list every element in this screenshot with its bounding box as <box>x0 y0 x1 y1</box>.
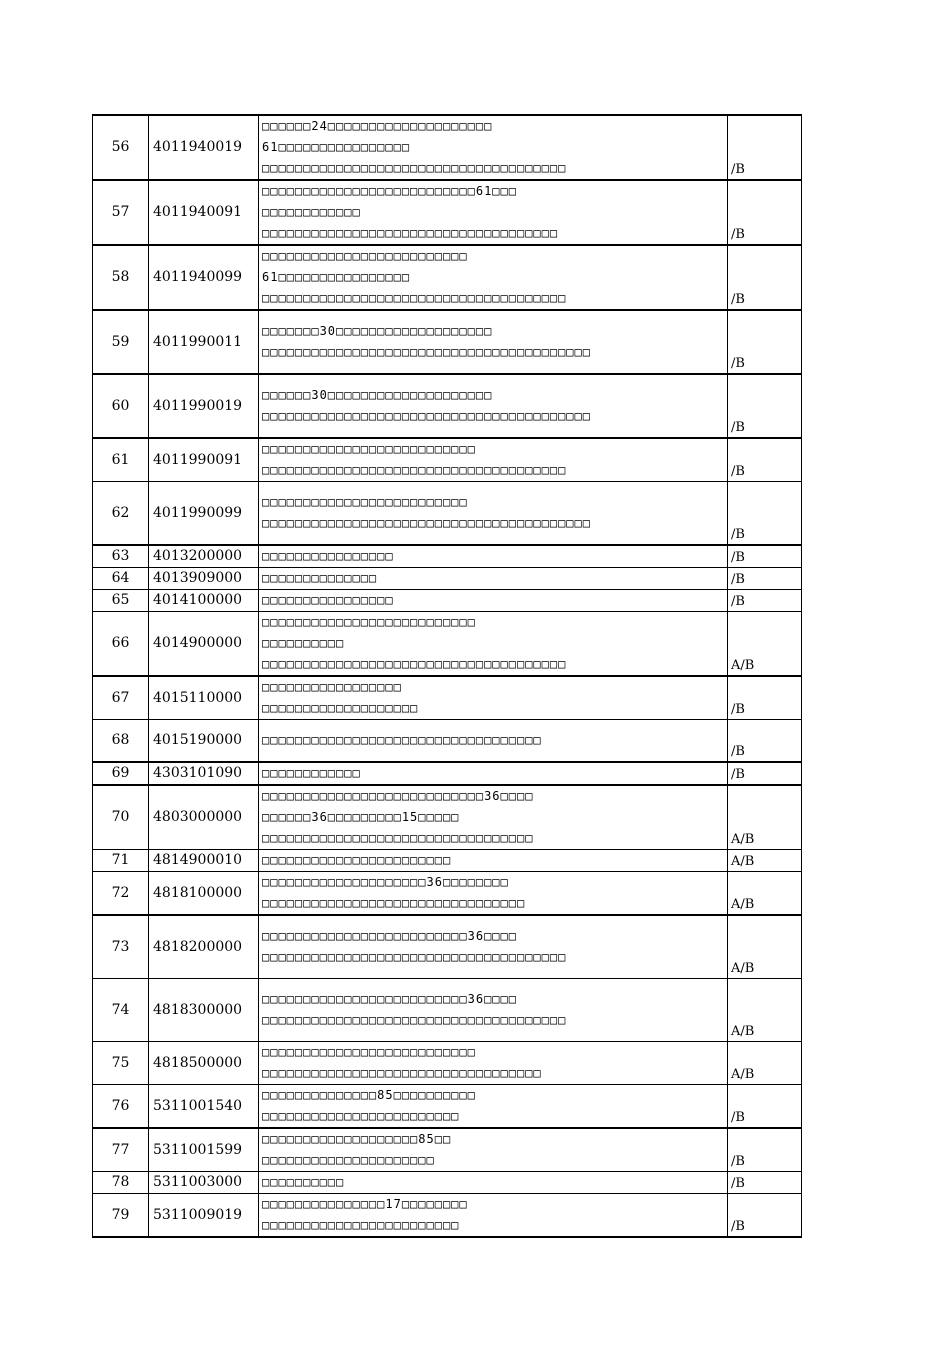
category: A/B <box>728 612 802 677</box>
hs-code-table <box>92 114 802 1238</box>
hs-code: 4818100000 <box>149 872 259 916</box>
description <box>259 850 728 872</box>
row-number: 67 <box>93 676 149 720</box>
description-line: □□□□□□□□□□□□□□□□□□□□□□□□□36□□□□ <box>262 992 517 1006</box>
description <box>259 612 728 677</box>
category: /B <box>728 374 802 438</box>
description-line: □□□□□□24□□□□□□□□□□□□□□□□□□□□ <box>262 119 493 133</box>
hs-code: 4011940019 <box>149 115 259 180</box>
table-row <box>93 545 802 568</box>
table-body <box>93 115 802 1237</box>
row-number: 77 <box>93 1128 149 1172</box>
row-number: 65 <box>93 590 149 612</box>
hs-code: 5311001599 <box>149 1128 259 1172</box>
category: /B <box>728 180 802 245</box>
description-line: □□□□□□□□□□□□□□□□□□□□□□□□ <box>262 1218 460 1232</box>
description-line: □□□□□□□□□□□□□□□□□□□□36□□□□□□□□ <box>262 875 509 889</box>
description-line: □□□□□□36□□□□□□□□□15□□□□□ <box>262 810 460 824</box>
description-line: □□□□□□□□□□□□□□□□□□□□□□□□□□□□□□□□□□ <box>262 1066 542 1080</box>
hs-code: 4014900000 <box>149 612 259 677</box>
table-row <box>93 1172 802 1194</box>
category: /B <box>728 1085 802 1129</box>
description-line: □□□□□□□□□□□□□□□□□□□□□□□□□□□□□□□□□□□□□ <box>262 950 567 964</box>
category: /B <box>728 310 802 374</box>
table-row <box>93 612 802 677</box>
table-row <box>93 762 802 785</box>
row-number: 60 <box>93 374 149 438</box>
description-line: □□□□□□□□□□□□□□□□□□□□□□□□□ <box>262 249 468 263</box>
category: /B <box>728 676 802 720</box>
category: /B <box>728 1128 802 1172</box>
description-line: □□□□□□□□□□□□□□□□□□□□□□□□□□□□□□□□□□□□□ <box>262 657 567 671</box>
row-number: 70 <box>93 785 149 850</box>
description-line: □□□□□□□□□□□□□□□□□□□□□□□□□□□□□□□□□□□□□□□□ <box>262 409 591 423</box>
description <box>259 1128 728 1172</box>
description <box>259 438 728 482</box>
description-line: □□□□□□□□□□□□□□□□□□□□□□□□□□□□□□□□ <box>262 896 526 910</box>
description-line: □□□□□□□□□□□□ <box>262 766 361 780</box>
row-number: 74 <box>93 979 149 1042</box>
description <box>259 872 728 916</box>
description <box>259 720 728 763</box>
category: /B <box>728 762 802 785</box>
description <box>259 979 728 1042</box>
description-line: □□□□□□□□□□□□□□□□□□□□□□□□□□□□□□□□□□□□□□□□ <box>262 516 591 530</box>
table-row <box>93 676 802 720</box>
row-number: 75 <box>93 1042 149 1085</box>
row-number: 79 <box>93 1194 149 1238</box>
category: A/B <box>728 915 802 979</box>
description-line: □□□□□□□□□□□□□□□□□□□□□□□□□□□□□□□□□□□□□□□□ <box>262 345 591 359</box>
table-row <box>93 245 802 310</box>
description-line: □□□□□□□□□□□□□□ <box>262 571 378 585</box>
table-row <box>93 482 802 546</box>
category: /B <box>728 438 802 482</box>
description-line: □□□□□□□□□□□□□□□□□□□□□□□□□□□□□□□□□□□□□ <box>262 463 567 477</box>
description-line: □□□□□□□□□□□□□□□□□□□□□□□□□□ <box>262 442 476 456</box>
description-line: 61□□□□□□□□□□□□□□□□ <box>262 140 411 154</box>
row-number: 68 <box>93 720 149 763</box>
hs-code: 5311003000 <box>149 1172 259 1194</box>
table-row <box>93 438 802 482</box>
category: A/B <box>728 872 802 916</box>
description <box>259 590 728 612</box>
description <box>259 482 728 546</box>
category: A/B <box>728 1042 802 1085</box>
category: /B <box>728 1172 802 1194</box>
row-number: 66 <box>93 612 149 677</box>
description <box>259 785 728 850</box>
hs-code: 4011990099 <box>149 482 259 546</box>
description-line: □□□□□□□□□□□□□□□□□□□ <box>262 701 419 715</box>
table-row <box>93 590 802 612</box>
description-line: □□□□□□□□□□□□□□□□ <box>262 549 394 563</box>
table-row <box>93 568 802 590</box>
table-row <box>93 1085 802 1129</box>
description-line: □□□□□□□30□□□□□□□□□□□□□□□□□□□ <box>262 324 493 338</box>
hs-code: 5311001540 <box>149 1085 259 1129</box>
description <box>259 245 728 310</box>
description <box>259 1085 728 1129</box>
hs-code: 4814900010 <box>149 850 259 872</box>
hs-code: 4011990019 <box>149 374 259 438</box>
hs-code: 4303101090 <box>149 762 259 785</box>
description-line: □□□□□□□□□□□□□□□□□□□□□□□□□□□36□□□□ <box>262 789 534 803</box>
row-number: 73 <box>93 915 149 979</box>
hs-code: 5311009019 <box>149 1194 259 1238</box>
description-line: □□□□□□□□□□□□□□□□□□□□□□□□□□□□□□□□□ <box>262 831 534 845</box>
row-number: 64 <box>93 568 149 590</box>
description-line: □□□□□□□□□□□□□□□□□□□□□□□□□ <box>262 495 468 509</box>
description <box>259 676 728 720</box>
description-line: □□□□□□□□□□□□□□□□ <box>262 593 394 607</box>
table-row <box>93 115 802 180</box>
description-line: □□□□□□□□□□□□□□□□□ <box>262 680 402 694</box>
description-line: □□□□□□□□□□□□□□85□□□□□□□□□□ <box>262 1088 476 1102</box>
description-line: □□□□□□□□□□□□□□□□□□□□□□□□□□□□□□□□□□□□□ <box>262 291 567 305</box>
description <box>259 1172 728 1194</box>
description-line: □□□□□□□□□□□□□□□□□□□□□□□□□□□□□□□□□□□□□ <box>262 161 567 175</box>
description-line: □□□□□□□□□□□□□□□□□□□□□□□□□□□□□□□□□□ <box>262 733 542 747</box>
row-number: 69 <box>93 762 149 785</box>
table-row <box>93 1194 802 1238</box>
table-row <box>93 979 802 1042</box>
category: /B <box>728 568 802 590</box>
table-row <box>93 180 802 245</box>
description-line: □□□□□□□□□□□□□□□17□□□□□□□□ <box>262 1197 468 1211</box>
category: /B <box>728 245 802 310</box>
table-row <box>93 850 802 872</box>
description <box>259 374 728 438</box>
description-line: □□□□□□□□□□□□□□□□□□□□□□□□□□ <box>262 615 476 629</box>
description-line: □□□□□□□□□□□□□□□□□□□85□□ <box>262 1132 452 1146</box>
description-line: □□□□□□□□□□□□□□□□□□□□□□□□ <box>262 1109 460 1123</box>
description-line: □□□□□□30□□□□□□□□□□□□□□□□□□□□ <box>262 388 493 402</box>
description-line: 61□□□□□□□□□□□□□□□□ <box>262 270 411 284</box>
table-row <box>93 310 802 374</box>
row-number: 76 <box>93 1085 149 1129</box>
row-number: 61 <box>93 438 149 482</box>
row-number: 56 <box>93 115 149 180</box>
description-line: □□□□□□□□□□□□□□□□□□□□□□□□□36□□□□ <box>262 929 517 943</box>
table-row <box>93 915 802 979</box>
hs-code: 4015110000 <box>149 676 259 720</box>
description-line: □□□□□□□□□□ <box>262 1175 345 1189</box>
hs-code: 4013200000 <box>149 545 259 568</box>
row-number: 78 <box>93 1172 149 1194</box>
hs-code: 4011940091 <box>149 180 259 245</box>
category: A/B <box>728 979 802 1042</box>
category: /B <box>728 545 802 568</box>
table-row <box>93 872 802 916</box>
hs-code: 4818500000 <box>149 1042 259 1085</box>
hs-code: 4818200000 <box>149 915 259 979</box>
hs-code: 4014100000 <box>149 590 259 612</box>
category: /B <box>728 1194 802 1238</box>
description-line: □□□□□□□□□□□□□□□□□□□□□□□ <box>262 853 452 867</box>
table-row <box>93 720 802 763</box>
description <box>259 915 728 979</box>
hs-code: 4011940099 <box>149 245 259 310</box>
table-row <box>93 1042 802 1085</box>
description <box>259 1194 728 1238</box>
row-number: 63 <box>93 545 149 568</box>
row-number: 57 <box>93 180 149 245</box>
row-number: 62 <box>93 482 149 546</box>
description <box>259 310 728 374</box>
description-line: □□□□□□□□□□□□□□□□□□□□□□□□□□□□□□□□□□□□□ <box>262 1013 567 1027</box>
description <box>259 568 728 590</box>
description-line: □□□□□□□□□□□□ <box>262 205 361 219</box>
table-row <box>93 785 802 850</box>
row-number: 59 <box>93 310 149 374</box>
hs-code: 4011990011 <box>149 310 259 374</box>
table-row <box>93 1128 802 1172</box>
category: /B <box>728 482 802 546</box>
row-number: 58 <box>93 245 149 310</box>
hs-code: 4015190000 <box>149 720 259 763</box>
description-line: □□□□□□□□□□□□□□□□□□□□□□□□□□61□□□ <box>262 184 517 198</box>
description <box>259 180 728 245</box>
row-number: 72 <box>93 872 149 916</box>
category: /B <box>728 590 802 612</box>
description-line: □□□□□□□□□□□□□□□□□□□□□ <box>262 1153 435 1167</box>
description <box>259 1042 728 1085</box>
category: /B <box>728 720 802 763</box>
table-row <box>93 374 802 438</box>
hs-code: 4818300000 <box>149 979 259 1042</box>
row-number: 71 <box>93 850 149 872</box>
category: A/B <box>728 850 802 872</box>
hs-code: 4013909000 <box>149 568 259 590</box>
description <box>259 545 728 568</box>
description-line: □□□□□□□□□□ <box>262 636 345 650</box>
hs-code: 4803000000 <box>149 785 259 850</box>
description-line: □□□□□□□□□□□□□□□□□□□□□□□□□□ <box>262 1045 476 1059</box>
description <box>259 762 728 785</box>
hs-code: 4011990091 <box>149 438 259 482</box>
description-line: □□□□□□□□□□□□□□□□□□□□□□□□□□□□□□□□□□□□ <box>262 226 559 240</box>
description <box>259 115 728 180</box>
category: A/B <box>728 785 802 850</box>
category: /B <box>728 115 802 180</box>
